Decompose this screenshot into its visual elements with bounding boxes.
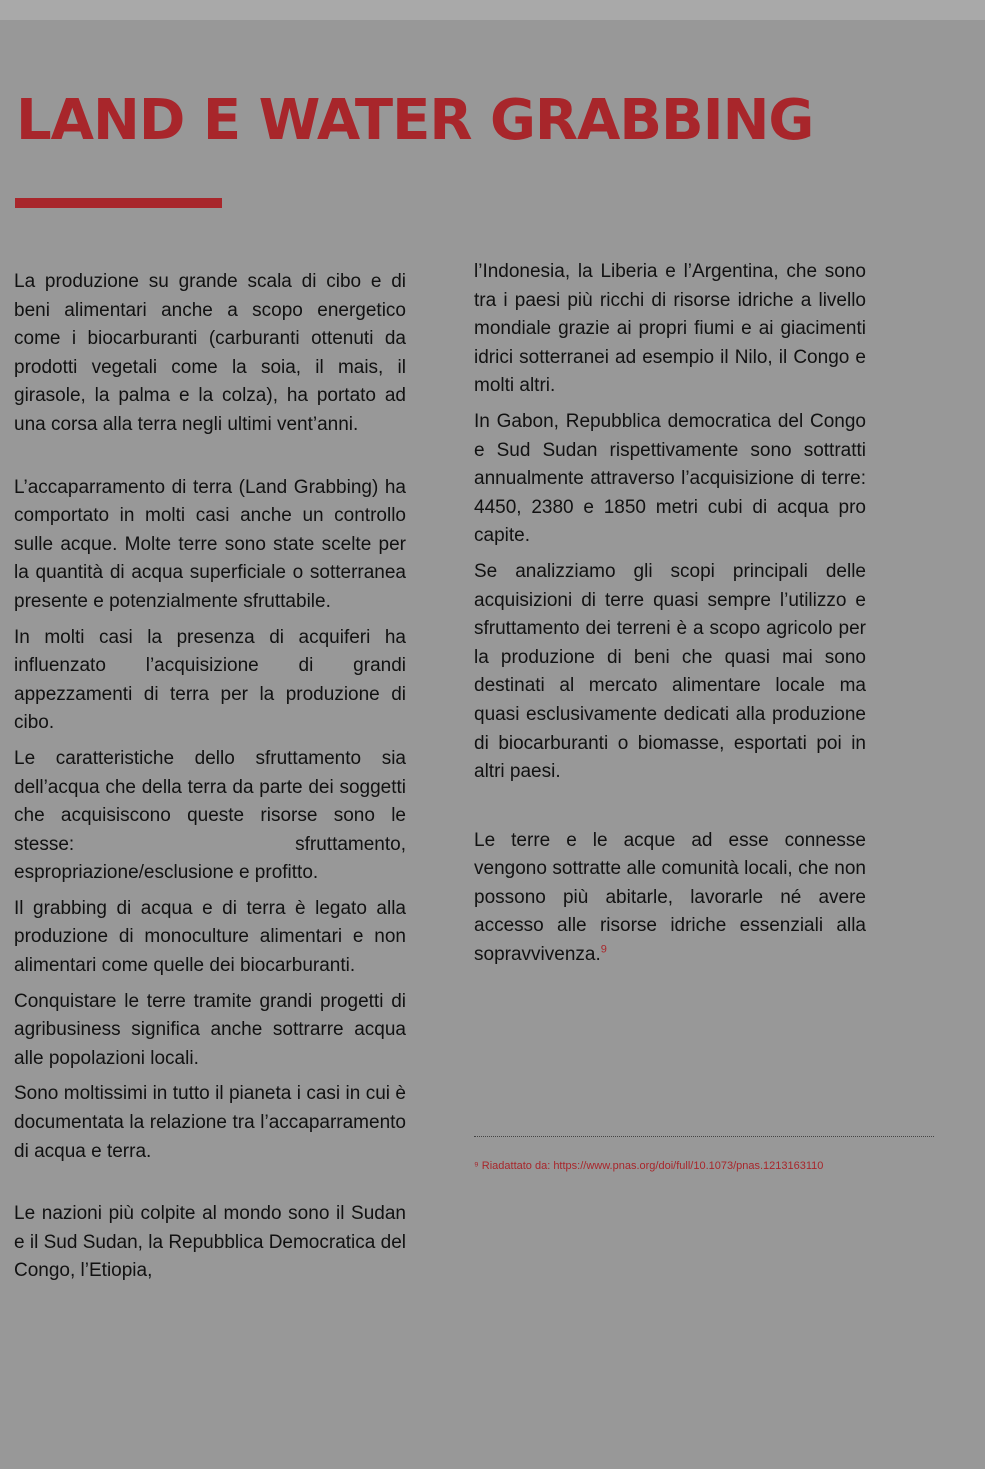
paragraph: In Gabon, Repubblica democratica del Congo e Sud Sudan rispettivamente sono sottratti annualmente attraverso l’acquisizione di terre: 4450, 2380 e 1850 metri cubi di acqua pro capite.	[474, 410, 866, 547]
right-column	[474, 258, 866, 977]
top-bar	[0, 0, 985, 20]
paragraph: Le caratteristiche dello sfruttamento sia dell’acqua che della terra da parte dei soggetti che acquisiscono queste risorse sono le stesse: sfruttamento, espropriazione/esclusione e profitto.	[14, 747, 406, 884]
paragraph: In molti casi la presenza di acquiferi ha influenzato l’acquisizione di grandi appezzamenti di terra per la produzione di cibo.	[14, 626, 406, 734]
paragraph: Se analizziamo gli scopi principali delle acquisizioni di terre quasi sempre l’utilizzo e sfruttamento dei terreni è a scopo agricolo per la produzione di beni che quasi mai sono destinati al mercato alimentare locale ma quasi esclusivamente dedicati alla produzione di biocarburanti o biomasse, esportati poi in altri paesi.	[474, 560, 866, 783]
paragraph-text: Le terre e le acque ad esse connesse vengono sottratte alle comunità locali, che non possono più abitarle, lavorarle né avere accesso alle risorse idriche essenziali alla sopravvivenza.	[474, 829, 866, 966]
footnote: ⁹ Riadattato da: https://www.pnas.org/doi/full/10.1073/pnas.1213163110	[474, 1160, 824, 1172]
paragraph: Sono moltissimi in tutto il pianeta i casi in cui è documentata la relazione tra l’accaparramento di acqua e terra.	[14, 1083, 406, 1162]
paragraph: Conquistare le terre tramite grandi progetti di agribusiness significa anche sottrarre acqua alle popolazioni locali.	[14, 990, 406, 1069]
paragraph: La produzione su grande scala di cibo e di beni alimentari anche a scopo energetico come i biocarburanti (carburanti ottenuti da prodotti vegetali come la soia, il mais, il girasole, la palma e la colza), ha portato ad una corsa alla terra negli ultimi vent’anni.	[14, 271, 406, 435]
page-title: LAND E WATER GRABBING	[16, 88, 814, 153]
left-column	[14, 268, 406, 1293]
paragraph: Il grabbing di acqua e di terra è legato alla produzione di monoculture alimentari e non alimentari come quelle dei biocarburanti.	[14, 897, 406, 977]
footnote-divider	[474, 1136, 934, 1137]
paragraph: Le nazioni più colpite al mondo sono il Sudan e il Sud Sudan, la Repubblica Democratica del Congo, l’Etiopia,	[14, 1203, 406, 1282]
paragraph: L’accaparramento di terra (Land Grabbing) ha comportato in molti casi anche un controllo sulle acque. Molte terre sono state scelte per la quantità di acqua superficiale o sotterranea presente e potenzialmente sfruttabile.	[14, 476, 406, 612]
footnote-marker[interactable]: 9	[600, 943, 607, 956]
paragraph	[474, 827, 866, 970]
title-underline	[15, 198, 222, 208]
paragraph: l’Indonesia, la Liberia e l’Argentina, che sono tra i paesi più ricchi di risorse idriche a livello mondiale grazie ai propri fiumi e ai giacimenti idrici sotterranei ad esempio il Nilo, il Congo e molti altri.	[474, 261, 866, 397]
